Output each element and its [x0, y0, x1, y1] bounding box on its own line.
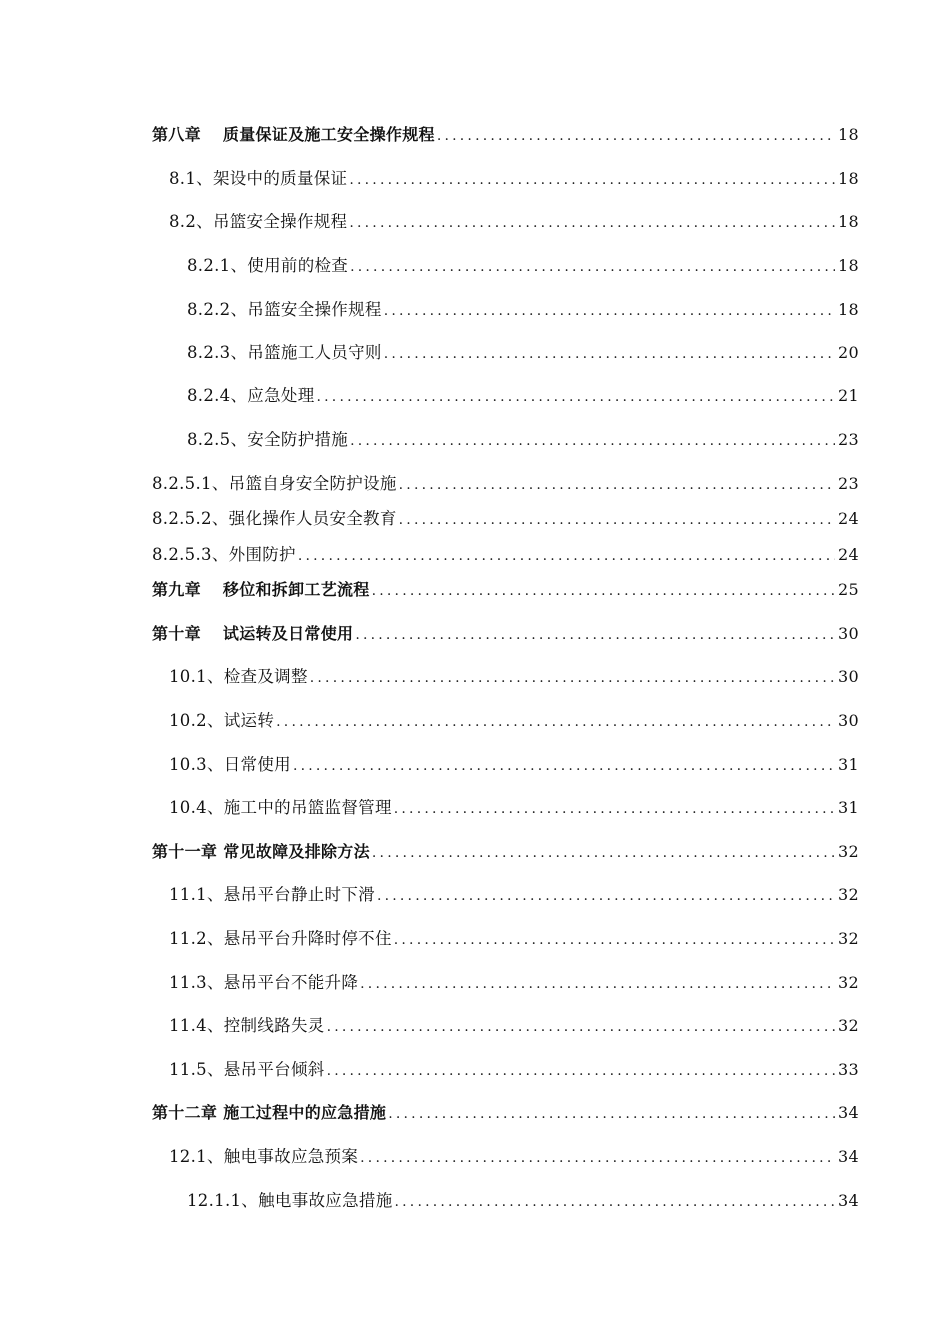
toc-title: 吊篮自身安全防护设施: [228, 474, 397, 493]
dot-leader: [349, 167, 835, 193]
toc-title: 触电事故应急措施: [258, 1191, 393, 1210]
toc-title: 常见故障及排除方法: [223, 842, 370, 861]
toc-number: 8.2.5.2、: [152, 509, 229, 528]
toc-page-number: 24: [838, 545, 859, 564]
dot-leader: [350, 254, 835, 280]
toc-page-number: 23: [838, 474, 859, 493]
toc-number: 11.2、: [169, 929, 224, 948]
toc-section-12-1-1[interactable]: [187, 1188, 859, 1214]
toc-page-number: 21: [838, 386, 859, 405]
toc-section-10-3[interactable]: [169, 752, 859, 778]
dot-leader: [372, 578, 835, 604]
toc-chapter-12[interactable]: [152, 1100, 859, 1126]
toc-title: 悬吊平台不能升降: [223, 973, 359, 992]
toc-title: 强化操作人员安全教育: [228, 509, 397, 528]
toc-page-number: 32: [838, 929, 859, 948]
toc-section-8-2-5[interactable]: [187, 427, 859, 453]
dot-leader: [327, 1014, 835, 1040]
toc-title: 施工中的吊篮监督管理: [223, 798, 392, 817]
toc-page-number: 34: [838, 1147, 859, 1166]
toc-section-8-2-3[interactable]: [187, 340, 859, 366]
toc-section-8-1[interactable]: [169, 166, 859, 192]
dot-leader: [360, 1145, 835, 1171]
toc-title: 检查及调整: [223, 667, 308, 686]
toc-title: 外围防护: [228, 545, 296, 564]
toc-section-12-1[interactable]: [169, 1144, 859, 1170]
dot-leader: [399, 507, 835, 533]
toc-section-11-2[interactable]: [169, 926, 859, 952]
toc-chapter-11[interactable]: [152, 839, 859, 865]
toc-title: 试运转及日常使用: [222, 624, 354, 643]
toc-number: 10.2、: [169, 711, 224, 730]
dot-leader: [395, 1189, 836, 1215]
toc-number: 8.2.5、: [187, 430, 248, 449]
toc-section-8-2-2[interactable]: [187, 297, 859, 323]
toc-page-number: 18: [838, 125, 859, 144]
toc-title: 触电事故应急预案: [223, 1147, 359, 1166]
toc-section-8-2-1[interactable]: [187, 253, 859, 279]
toc-number: 10.1、: [169, 667, 224, 686]
toc-number: 第八章: [152, 125, 201, 144]
toc-section-11-4[interactable]: [169, 1013, 859, 1039]
toc-section-8-2-5-1[interactable]: [152, 471, 859, 497]
toc-section-8-2-5-2[interactable]: [152, 506, 859, 532]
dot-leader: [384, 298, 835, 324]
toc-title: 吊篮施工人员守则: [247, 343, 382, 362]
dot-leader: [350, 428, 835, 454]
toc-title: 试运转: [223, 711, 275, 730]
toc-number: 11.4、: [169, 1016, 224, 1035]
toc-number: 8.2.2、: [187, 300, 248, 319]
toc-page-number: 32: [838, 842, 859, 861]
toc-number: 第十一章: [152, 842, 218, 861]
toc-title: 悬吊平台升降时停不住: [223, 929, 392, 948]
toc-page-number: 34: [838, 1191, 859, 1210]
toc-number: 8.1、: [169, 169, 213, 188]
toc-section-8-2-5-3[interactable]: [152, 542, 859, 568]
dot-leader: [317, 384, 836, 410]
toc-title: 质量保证及施工安全操作规程: [222, 125, 435, 144]
toc-page-number: 34: [838, 1103, 859, 1122]
toc-number: 10.3、: [169, 755, 224, 774]
toc-number: 第十章: [152, 624, 201, 643]
toc-section-11-3[interactable]: [169, 970, 859, 996]
toc-page-number: 32: [838, 1016, 859, 1035]
toc-page-number: 23: [838, 430, 859, 449]
toc-title: 日常使用: [223, 755, 291, 774]
toc-number: 8.2.5.3、: [152, 545, 229, 564]
toc-title: 架设中的质量保证: [212, 169, 348, 188]
dot-leader: [399, 472, 835, 498]
toc-number: 第九章: [152, 580, 201, 599]
toc-number: 11.1、: [169, 885, 224, 904]
toc-number: 8.2.1、: [187, 256, 248, 275]
dot-leader: [437, 123, 835, 149]
toc-page-number: 32: [838, 973, 859, 992]
toc-section-8-2-4[interactable]: [187, 383, 859, 409]
toc-page-number: 18: [838, 256, 859, 275]
toc-title: 安全防护措施: [247, 430, 349, 449]
toc-number: 8.2.5.1、: [152, 474, 229, 493]
toc-section-11-5[interactable]: [169, 1057, 859, 1083]
toc-page-number: 30: [838, 624, 859, 643]
toc-section-8-2[interactable]: [169, 209, 859, 235]
toc-page-number: 24: [838, 509, 859, 528]
toc-page-number: 31: [838, 755, 859, 774]
toc-number: 第十二章: [152, 1103, 218, 1122]
dot-leader: [384, 341, 835, 367]
toc-title: 移位和拆卸工艺流程: [222, 580, 370, 599]
dot-leader: [310, 665, 835, 691]
toc-number: 11.5、: [169, 1060, 224, 1079]
toc-number: 12.1、: [169, 1147, 224, 1166]
toc-title: 吊篮安全操作规程: [247, 300, 382, 319]
toc-title: 施工过程中的应急措施: [223, 1103, 387, 1122]
toc-section-11-1[interactable]: [169, 882, 859, 908]
toc-title: 应急处理: [247, 386, 315, 405]
toc-number: 8.2.3、: [187, 343, 248, 362]
toc-page-number: 25: [838, 580, 859, 599]
toc-page-number: 33: [838, 1060, 859, 1079]
toc-number: 10.4、: [169, 798, 224, 817]
toc-number: 8.2、: [169, 212, 213, 231]
toc-page-number: 31: [838, 798, 859, 817]
dot-leader: [293, 753, 835, 779]
toc-chapter-8[interactable]: [152, 122, 859, 148]
dot-leader: [327, 1058, 835, 1084]
dot-leader: [377, 883, 835, 909]
dot-leader: [349, 210, 835, 236]
dot-leader: [394, 927, 835, 953]
toc-chapter-10[interactable]: [152, 621, 859, 647]
dot-leader: [388, 1101, 835, 1127]
toc-page-number: 30: [838, 711, 859, 730]
toc-title: 悬吊平台倾斜: [223, 1060, 325, 1079]
toc-number: 11.3、: [169, 973, 224, 992]
dot-leader: [298, 543, 835, 569]
toc-title: 吊篮安全操作规程: [212, 212, 348, 231]
toc-chapter-9[interactable]: [152, 577, 859, 603]
dot-leader: [394, 796, 835, 822]
toc-section-10-2[interactable]: [169, 708, 859, 734]
toc-title: 控制线路失灵: [223, 1016, 325, 1035]
toc-page-number: 32: [838, 885, 859, 904]
toc-page-number: 20: [838, 343, 859, 362]
toc-page-number: 18: [838, 300, 859, 319]
toc-page-number: 30: [838, 667, 859, 686]
toc-page-number: 18: [838, 212, 859, 231]
dot-leader: [276, 709, 835, 735]
dot-leader: [355, 622, 835, 648]
toc-section-10-4[interactable]: [169, 795, 859, 821]
toc-number: 12.1.1、: [187, 1191, 259, 1210]
toc-number: 8.2.4、: [187, 386, 248, 405]
toc-section-10-1[interactable]: [169, 664, 859, 690]
toc-page-number: 18: [838, 169, 859, 188]
toc-title: 悬吊平台静止时下滑: [223, 885, 375, 904]
dot-leader: [360, 971, 835, 997]
dot-leader: [372, 840, 835, 866]
toc-title: 使用前的检查: [247, 256, 349, 275]
